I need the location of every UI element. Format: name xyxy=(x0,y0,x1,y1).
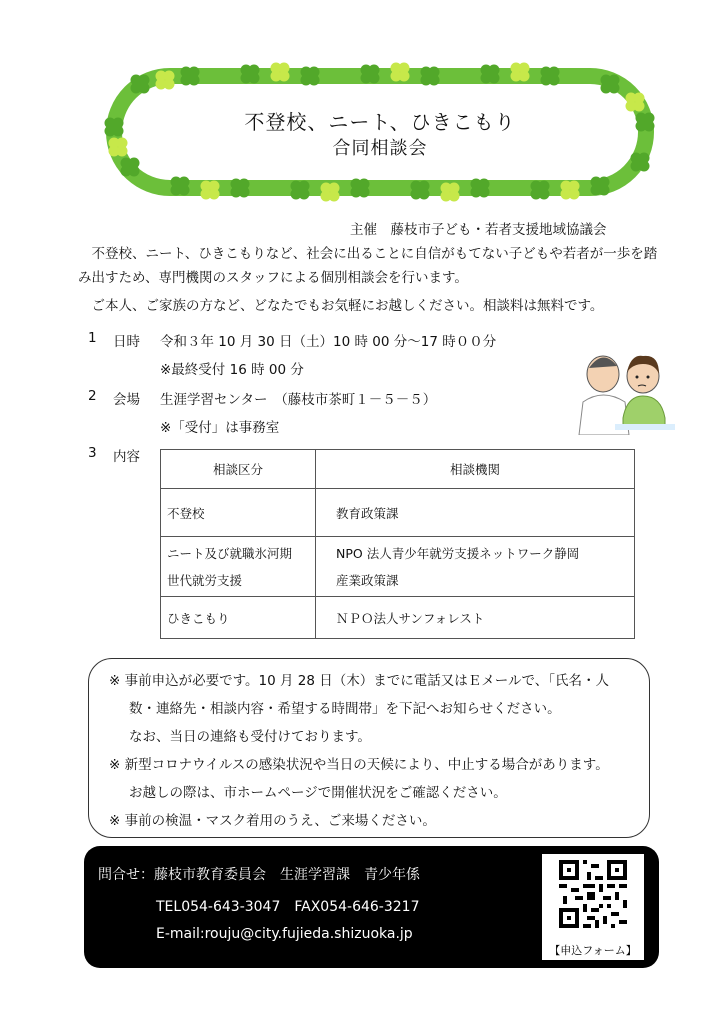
table-row xyxy=(161,489,635,537)
table-cell-organization xyxy=(316,489,635,537)
item-label-venue: 会場 xyxy=(113,392,140,408)
page-subtitle: 合同相談会 xyxy=(332,138,428,159)
table-row xyxy=(161,537,635,597)
item-number-venue: 2 xyxy=(88,388,97,404)
category-text: ひきこもり xyxy=(167,610,230,626)
intro-paragraph-2: ご本人、ご家族の方など、どなたでもお気軽にお越しください。相談料は無料です。 xyxy=(78,298,604,314)
item-label-content: 内容 xyxy=(113,449,140,465)
contact-email[interactable]: E-mail:rouju@city.fujieda.shizuoka.jp xyxy=(156,926,413,942)
category-text: ニート及び就職氷河期 xyxy=(167,545,293,561)
item-label-date: 日時 xyxy=(113,334,140,350)
contact-box xyxy=(84,846,659,968)
qr-label: 【申込フォーム】 xyxy=(549,944,637,957)
table-row xyxy=(161,597,635,639)
consultation-table xyxy=(160,449,635,639)
table-cell-category xyxy=(161,537,316,597)
category-text: 不登校 xyxy=(167,505,205,521)
title-banner xyxy=(100,62,660,202)
page-title: 不登校、ニート、ひきこもり xyxy=(244,110,516,134)
notice-box xyxy=(88,658,650,838)
table-cell-category xyxy=(161,597,316,639)
notice-line: 数・連絡先・相談内容・希望する時間帯」を下記へお知らせください。 xyxy=(129,701,561,717)
notice-line: お越しの際は、市ホームページで開催状況をご確認ください。 xyxy=(129,785,507,801)
organization-text: 教育政策課 xyxy=(336,505,399,521)
item-note-venue: ※「受付」は事務室 xyxy=(160,420,280,436)
category-text: 世代就労支援 xyxy=(167,572,243,588)
notice-line: ※ 新型コロナウイルスの感染状況や当日の天候により、中止する場合があります。 xyxy=(109,757,609,773)
notice-line: なお、当日の連絡も受付けております。 xyxy=(129,729,371,745)
qr-code-block[interactable] xyxy=(542,854,644,960)
organization-text: NPO 法人青少年就労支援ネットワーク静岡 xyxy=(336,545,580,561)
table-header-organization: 相談機関 xyxy=(316,450,635,489)
item-note-date: ※最終受付 16 時 00 分 xyxy=(160,362,304,378)
table-header-category: 相談区分 xyxy=(161,450,316,489)
consultation-illustration-icon xyxy=(575,340,675,435)
table-cell-organization xyxy=(316,597,635,639)
table-cell-organization xyxy=(316,537,635,597)
item-value-venue: 生涯学習センター （藤枝市茶町１－５－５） xyxy=(160,392,437,408)
qr-code-icon xyxy=(559,860,627,928)
intro-paragraph-1: 不登校、ニート、ひきこもりなど、社会に出ることに自信がもてない子どもや若者が一歩を踏み出すため、専門機関のスタッフによる個別相談会を行います。 xyxy=(78,246,658,286)
item-number-date: 1 xyxy=(88,330,97,346)
contact-department: 問合せ：藤枝市教育委員会 生涯学習課 青少年係 xyxy=(98,867,420,883)
item-value-date: 令和３年 10 月 30 日（土）10 時 00 分～17 時００分 xyxy=(160,334,497,350)
table-cell-category xyxy=(161,489,316,537)
organizer: 主催 藤枝市子ども・若者支援地域協議会 xyxy=(350,222,607,238)
notice-line: ※ 事前申込が必要です。10 月 28 日（木）までに電話又はＥメールで、「氏名・人 xyxy=(109,673,609,689)
item-number-content: 3 xyxy=(88,445,97,461)
organization-text: ＮＰＯ法人サンフォレスト xyxy=(336,610,485,626)
contact-tel-fax: TEL054-643-3047 FAX054-646-3217 xyxy=(156,899,420,915)
table-header-row xyxy=(161,450,635,489)
organization-text: 産業政策課 xyxy=(336,572,399,588)
notice-line: ※ 事前の検温・マスク着用のうえ、ご来場ください。 xyxy=(109,813,436,829)
